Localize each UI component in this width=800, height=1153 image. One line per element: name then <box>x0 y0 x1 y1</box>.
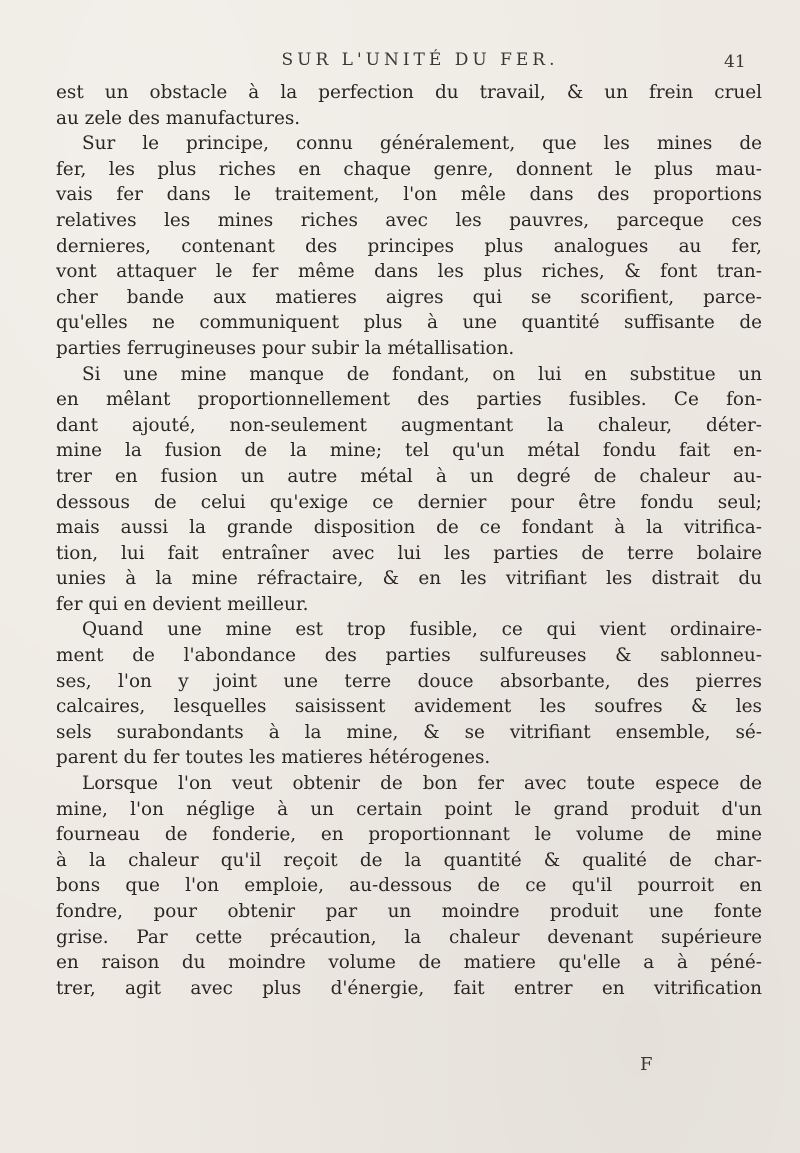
text-line: parties ferrugineuses pour subir la métallisation. <box>56 337 515 359</box>
page-number: 41 <box>724 52 746 72</box>
text-line: ment de l'abondance des parties sulfureuses & sablonneu- <box>56 645 762 667</box>
text-line: mine la fusion de la mine; tel qu'un métal fondu fait en- <box>56 440 762 462</box>
text-line: calcaires, lesquelles saisissent avidement les soufres & les <box>56 696 762 718</box>
text-line: Quand une mine est trop fusible, ce qui vient ordinaire- <box>82 619 762 641</box>
text-line: fourneau de fonderie, en proportionnant le volume de mine <box>56 824 762 846</box>
text-line: relatives les mines riches avec les pauvres, parceque ces <box>56 209 762 231</box>
text-line: trer, agit avec plus d'énergie, fait entrer en vitrification <box>56 977 762 999</box>
text-line: Sur le principe, connu généralement, que les mines de <box>82 133 762 155</box>
running-head: SUR L'UNITÉ DU FER. <box>281 50 559 70</box>
text-line: unies à la mine réfractaire, & en les vitrifiant les distrait du <box>56 568 762 590</box>
text-line: dant ajouté, non-seulement augmentant la chaleur, déter- <box>56 414 762 436</box>
text-line: parent du fer toutes les matieres hétérogenes. <box>56 747 491 769</box>
text-line: sels surabondants à la mine, & se vitrifiant ensemble, sé- <box>56 721 762 743</box>
text-line: mais aussi la grande disposition de ce fondant à la vitrifica- <box>56 517 762 539</box>
text-line: en raison du moindre volume de matiere qu'elle a à péné- <box>56 952 762 974</box>
text-line: est un obstacle à la perfection du travail, & un frein cruel <box>56 82 762 103</box>
text-line: vais fer dans le traitement, l'on mêle dans des proportions <box>56 184 762 206</box>
body-text <box>56 80 762 1001</box>
text-line: fer qui en devient meilleur. <box>56 593 309 615</box>
text-line: bons que l'on emploie, au-dessous de ce qu'il pourroit en <box>56 875 762 897</box>
text-line: mine, l'on néglige à un certain point le grand produit d'un <box>56 798 762 820</box>
text-line: trer en fusion un autre métal à un degré de chaleur au- <box>56 465 762 487</box>
text-line: Lorsque l'on veut obtenir de bon fer avec toute espece de <box>82 773 762 795</box>
text-line: qu'elles ne communiquent plus à une quantité suffisante de <box>56 312 762 334</box>
text-line: tion, lui fait entraîner avec lui les parties de terre bolaire <box>56 542 762 564</box>
text-line: en mêlant proportionnellement des parties fusibles. Ce fon- <box>56 389 762 411</box>
text-line: ses, l'on y joint une terre douce absorbante, des pierres <box>56 670 762 692</box>
text-line: dernieres, contenant des principes plus analogues au fer, <box>56 235 762 257</box>
text-line: fondre, pour obtenir par un moindre produit une fonte <box>56 901 762 922</box>
text-line: à la chaleur qu'il reçoit de la quantité & qualité de char- <box>56 849 762 871</box>
text-line: grise. Par cette précaution, la chaleur devenant supérieure <box>56 926 762 948</box>
signature-mark: F <box>640 1054 653 1075</box>
text-line: cher bande aux matieres aigres qui se scorifient, parce- <box>56 286 762 308</box>
text-line: fer, les plus riches en chaque genre, donnent le plus mau- <box>56 158 762 180</box>
text-line: au zele des manufactures. <box>56 107 301 129</box>
text-line: Si une mine manque de fondant, on lui en substitue un <box>82 363 762 385</box>
text-line: dessous de celui qu'exige ce dernier pour être fondu seul; <box>56 491 762 513</box>
text-line: vont attaquer le fer même dans les plus riches, & font tran- <box>56 261 762 283</box>
